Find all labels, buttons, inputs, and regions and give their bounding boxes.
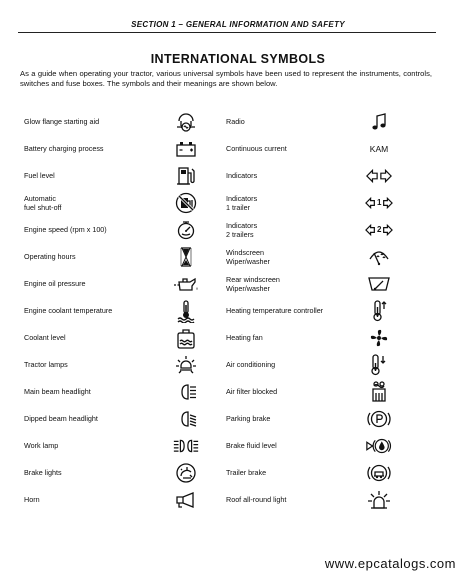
- left-symbol-label: Automatic fuel shut-off: [24, 194, 62, 212]
- right-symbol-label: Windscreen Wiper/washer: [226, 248, 270, 266]
- left-symbol-label: Brake lights: [24, 468, 62, 477]
- parking-brake-icon: [365, 407, 393, 431]
- trailer-count-label: 2: [377, 225, 382, 234]
- left-symbol-label: Engine oil pressure: [24, 279, 86, 288]
- left-symbol-label: Glow flange starting aid: [24, 117, 100, 126]
- indicators-2-trailers-icon: [365, 218, 393, 242]
- coolant-temperature-icon: [172, 299, 200, 323]
- dipped-beam-icon: [172, 407, 200, 431]
- left-symbol-label: Fuel level: [24, 171, 55, 180]
- right-symbol-label: Trailer brake: [226, 468, 267, 477]
- work-lamp-icon: [172, 434, 200, 458]
- lamp-icon: [172, 353, 200, 377]
- engine-speed-icon: [172, 218, 200, 242]
- right-symbol-label: Radio: [226, 117, 245, 126]
- battery-icon: [172, 137, 200, 161]
- rear-wiper-icon: [365, 272, 393, 296]
- watermark-url: www.epcatalogs.com: [324, 556, 456, 571]
- left-symbol-label: Operating hours: [24, 252, 76, 261]
- left-symbol-label: Dipped beam headlight: [24, 414, 98, 423]
- right-symbol-label: Rear windscreen Wiper/washer: [226, 275, 280, 293]
- fuel-pump-icon: [172, 164, 200, 188]
- right-symbol-label: Roof all-round light: [226, 495, 287, 504]
- right-symbol-label: Heating temperature controller: [226, 306, 324, 315]
- brake-fluid-icon: [365, 434, 393, 458]
- fuel-shutoff-icon: [172, 191, 200, 215]
- left-symbol-label: Engine coolant temperature: [24, 306, 113, 315]
- page-title: INTERNATIONAL SYMBOLS: [150, 52, 326, 66]
- main-beam-icon: [172, 380, 200, 404]
- fan-icon: [365, 326, 393, 350]
- right-symbol-label: Indicators 2 trailers: [226, 221, 258, 239]
- coolant-level-icon: [172, 326, 200, 350]
- right-symbol-label: Indicators 1 trailer: [226, 194, 258, 212]
- left-symbol-label: Engine speed (rpm x 100): [24, 225, 107, 234]
- right-symbol-label: Air filter blocked: [226, 387, 278, 396]
- windscreen-wiper-icon: [365, 245, 393, 269]
- intro-paragraph: As a guide when operating your tractor, various universal symbols have been used to represent the instruments, controls, switches and fuse boxes. The symbols and their meanings are shown below.: [20, 69, 432, 88]
- section-header: SECTION 1 – GENERAL INFORMATION AND SAFETY: [131, 20, 345, 29]
- right-symbol-label: Indicators: [226, 171, 258, 180]
- kam-label: KAM: [369, 144, 389, 154]
- music-note-icon: [365, 110, 393, 134]
- header-rule: [18, 32, 436, 33]
- air-filter-icon: [365, 380, 393, 404]
- right-symbol-label: Continuous current: [226, 144, 287, 153]
- glow-plug-icon: [172, 110, 200, 134]
- beacon-light-icon: [365, 488, 393, 512]
- kam-text: [365, 137, 393, 161]
- air-conditioning-icon: [365, 353, 393, 377]
- right-symbol-label: Air conditioning: [226, 360, 276, 369]
- left-symbol-label: Tractor lamps: [24, 360, 68, 369]
- right-symbol-label: Heating fan: [226, 333, 263, 342]
- left-symbol-label: Horn: [24, 495, 40, 504]
- trailer-count-label: 1: [377, 198, 382, 207]
- left-symbol-label: Battery charging process: [24, 144, 104, 153]
- indicators-1-trailer-icon: [365, 191, 393, 215]
- brake-light-icon: [172, 461, 200, 485]
- left-symbol-label: Main beam headlight: [24, 387, 91, 396]
- hourglass-icon: [172, 245, 200, 269]
- oil-can-icon: [172, 272, 200, 296]
- right-symbol-label: Brake fluid level: [226, 441, 277, 450]
- left-symbol-label: Work lamp: [24, 441, 59, 450]
- horn-icon: [172, 488, 200, 512]
- indicators-icon: [365, 164, 393, 188]
- trailer-brake-icon: [365, 461, 393, 485]
- heating-temperature-icon: [365, 299, 393, 323]
- right-symbol-label: Parking brake: [226, 414, 271, 423]
- left-symbol-label: Coolant level: [24, 333, 66, 342]
